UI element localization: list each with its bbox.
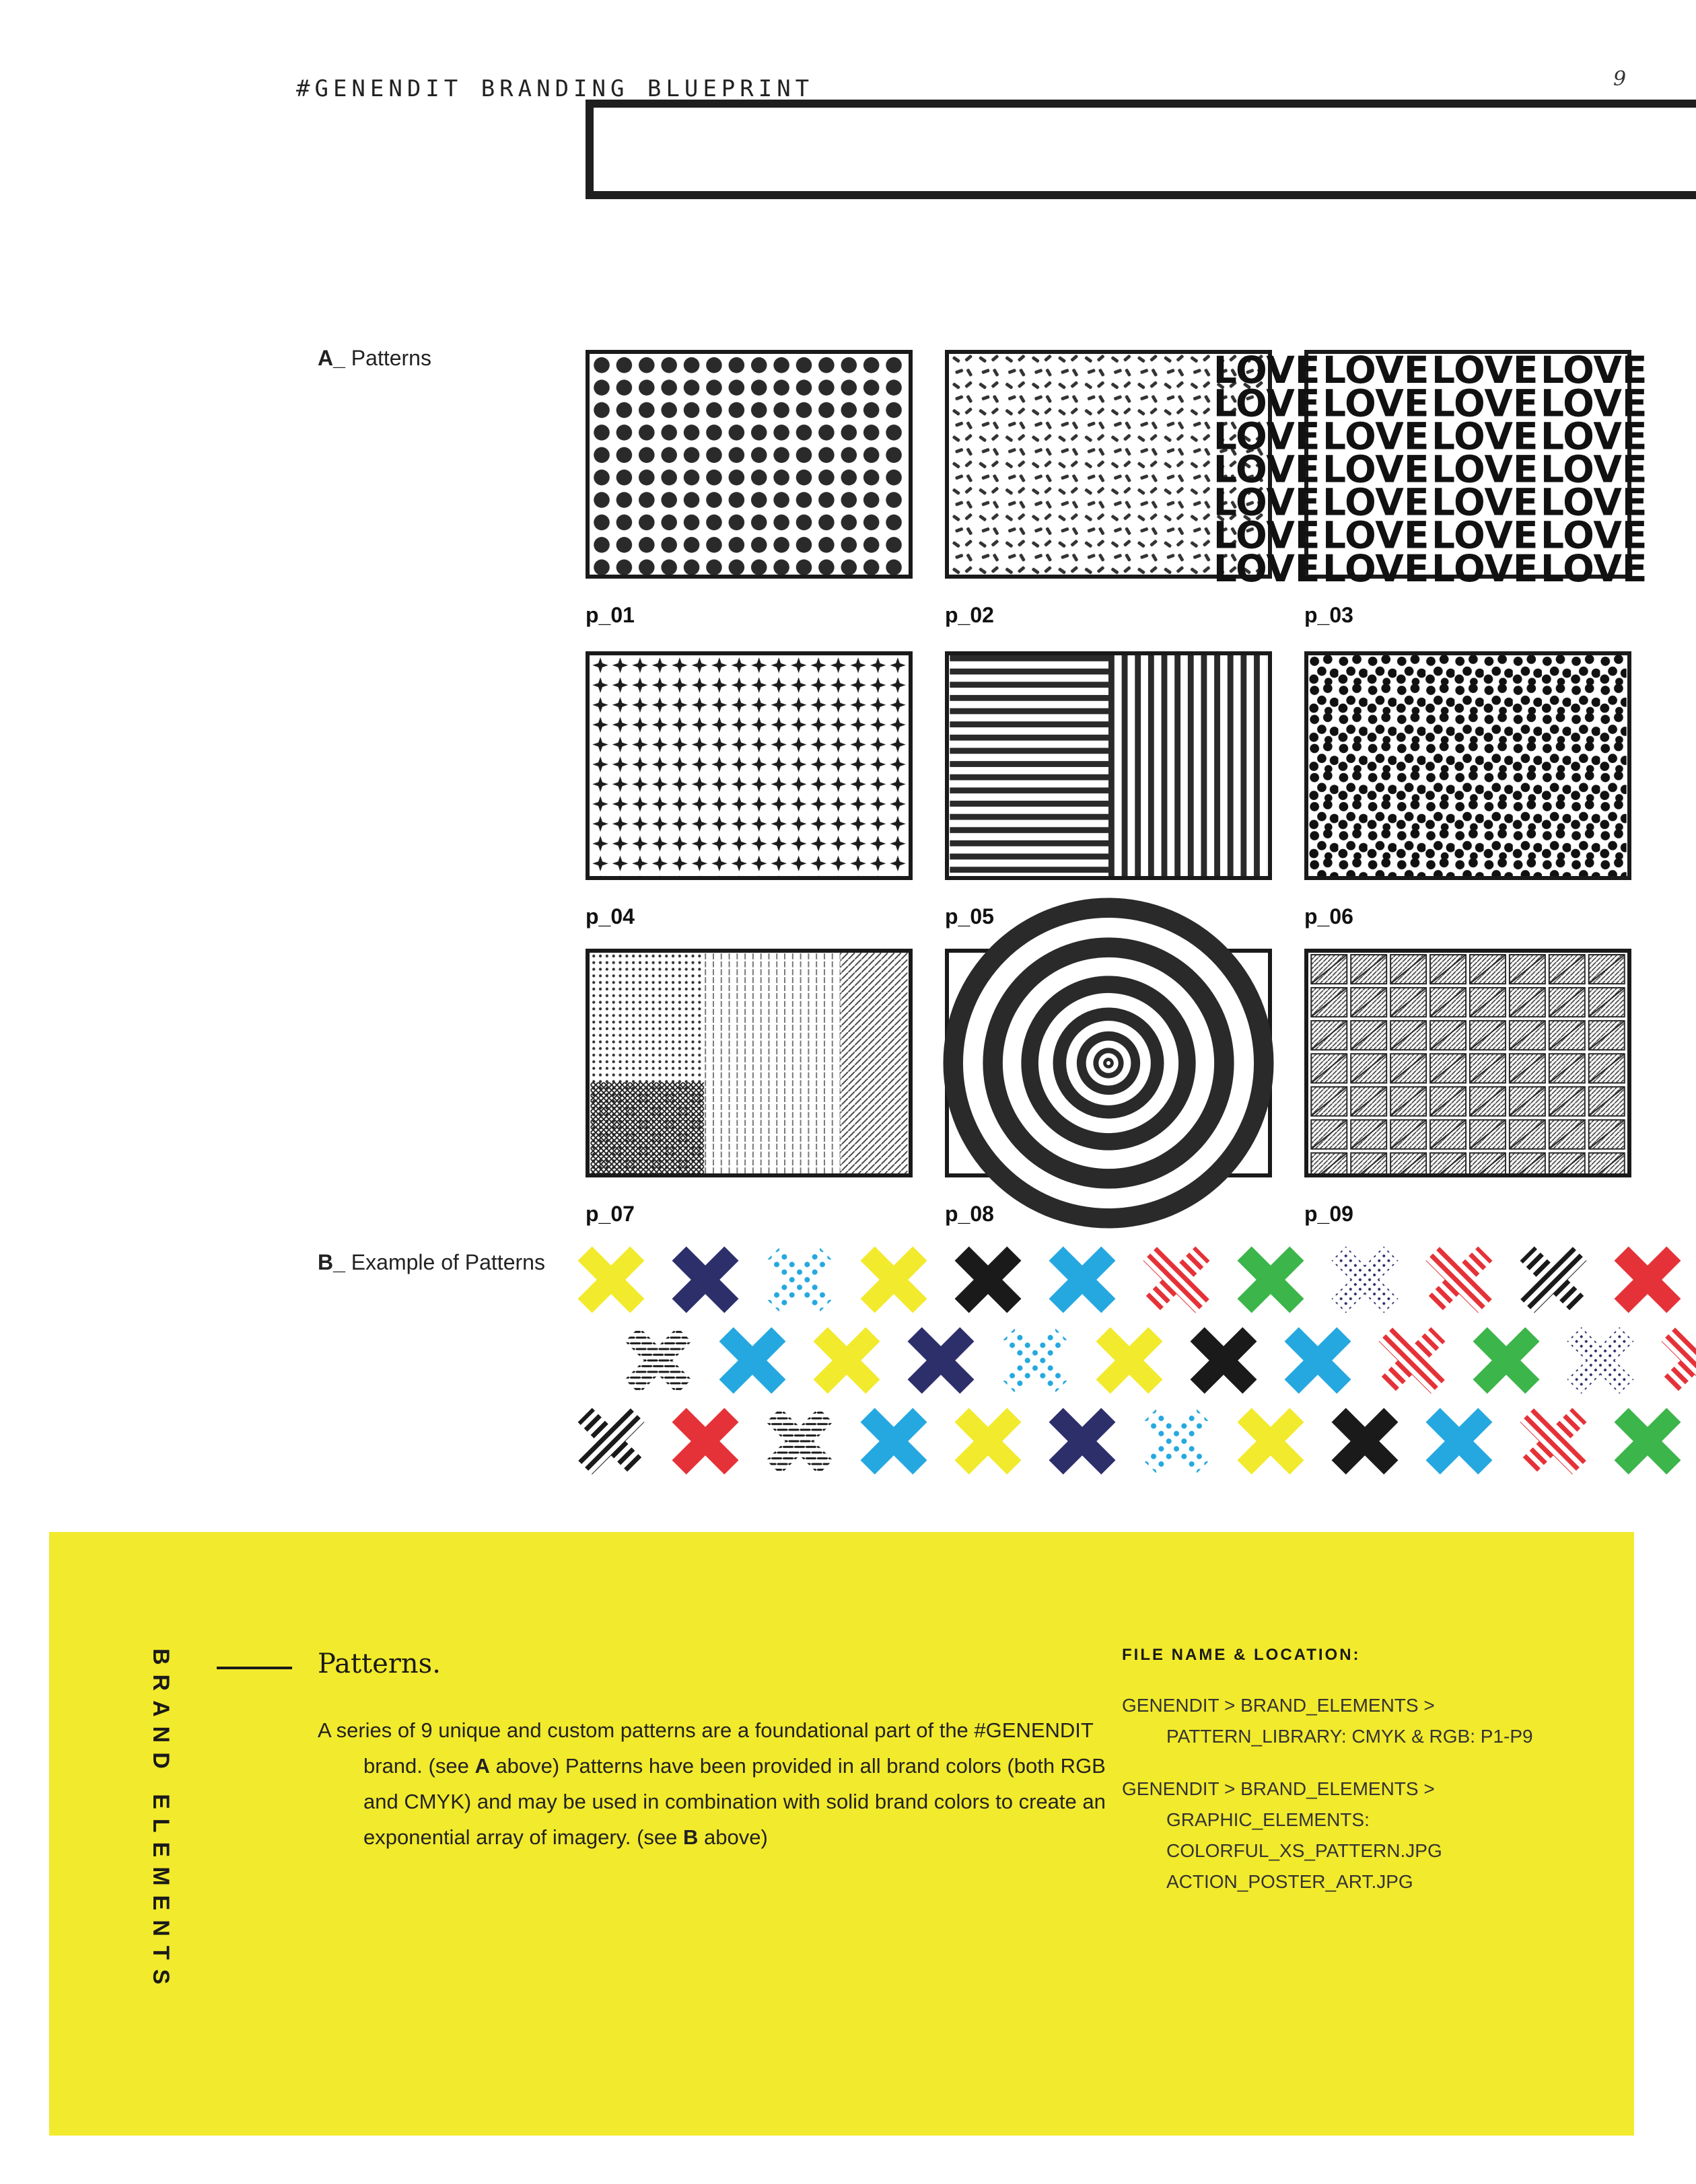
pattern-caption-p04: p_04 xyxy=(586,904,635,929)
love-word: LOVE xyxy=(1213,447,1320,491)
love-word: LOVE xyxy=(1322,447,1429,491)
love-word: LOVE xyxy=(1213,349,1320,392)
love-word: LOVE xyxy=(1431,414,1539,458)
pattern-caption-p05: p_05 xyxy=(945,904,994,929)
pattern-tile-p01 xyxy=(586,350,913,579)
pattern-tile-p06 xyxy=(1304,651,1631,880)
file-item: GRAPHIC_ELEMENTS: xyxy=(1166,1809,1370,1830)
love-pattern xyxy=(1213,349,1648,590)
love-word: LOVE xyxy=(1431,546,1539,590)
file-location-2 xyxy=(1122,1774,1442,1897)
panel-description xyxy=(318,1712,1131,1855)
ref-b: B xyxy=(683,1825,699,1849)
love-word: LOVE xyxy=(1541,414,1648,458)
love-word: LOVE xyxy=(1541,546,1648,590)
ref-a: A xyxy=(474,1754,490,1778)
file-path: GENENDIT > BRAND_ELEMENTS > xyxy=(1122,1778,1435,1799)
stars-pattern xyxy=(590,655,909,876)
section-b-marker: B_ xyxy=(318,1250,345,1274)
love-word: LOVE xyxy=(1322,480,1429,524)
section-a-marker: A_ xyxy=(318,346,345,370)
file-item: PATTERN_LIBRARY: CMYK & RGB: P1-P9 xyxy=(1166,1726,1533,1747)
section-b-label xyxy=(318,1250,545,1275)
pattern-caption-p01: p_01 xyxy=(586,603,635,627)
pattern-tile-p04 xyxy=(586,651,913,880)
pattern-caption-p09: p_09 xyxy=(1304,1202,1353,1226)
love-word: LOVE xyxy=(1541,480,1648,524)
description-part-3: above) xyxy=(698,1825,768,1849)
description-part-2: above) Patterns have been provided in all brand colors (both RGB and CMYK) and may be used in combination with solid brand colors to create an exponential array of imagery. (see xyxy=(363,1754,1106,1849)
love-word: LOVE xyxy=(1213,381,1320,425)
pattern-example-banner xyxy=(584,1253,1634,1475)
love-word: LOVE xyxy=(1322,381,1429,425)
pattern-tile-p05 xyxy=(945,651,1272,880)
pattern-caption-p02: p_02 xyxy=(945,603,994,627)
title-rule xyxy=(217,1667,292,1669)
file-item: ACTION_POSTER_ART.JPG xyxy=(1166,1871,1413,1892)
stripes-pattern xyxy=(949,655,1268,876)
love-word: LOVE xyxy=(1541,447,1648,491)
love-word: LOVE xyxy=(1322,349,1429,392)
pattern-tile-p08 xyxy=(945,949,1272,1177)
love-word: LOVE xyxy=(1213,414,1320,458)
file-path: GENENDIT > BRAND_ELEMENTS > xyxy=(1122,1695,1435,1716)
pattern-tile-p07 xyxy=(586,949,913,1177)
love-word: LOVE xyxy=(1213,546,1320,590)
love-word: LOVE xyxy=(1541,513,1648,557)
love-word: LOVE xyxy=(1322,546,1429,590)
section-a-text: Patterns xyxy=(351,346,431,370)
pattern-caption-p06: p_06 xyxy=(1304,904,1353,929)
halftone-pattern xyxy=(590,953,909,1173)
description-part-1: A series of 9 unique and custom patterns are a foundational part of the #GENENDIT brand. (see xyxy=(318,1718,1094,1778)
brand-elements-side-label: BRAND ELEMENTS xyxy=(148,1648,174,1994)
dots-pattern xyxy=(590,354,909,575)
header-frame xyxy=(586,100,1696,199)
file-item: COLORFUL_XS_PATTERN.JPG xyxy=(1166,1840,1442,1861)
love-word: LOVE xyxy=(1431,447,1539,491)
love-word: LOVE xyxy=(1541,381,1648,425)
section-b-text: Example of Patterns xyxy=(351,1250,545,1274)
love-word: LOVE xyxy=(1213,513,1320,557)
pattern-tile-p03 xyxy=(1213,349,1648,590)
panel-title: Patterns. xyxy=(318,1648,441,1679)
pattern-tile-p09 xyxy=(1304,949,1631,1177)
love-word: LOVE xyxy=(1541,349,1648,392)
section-a-label xyxy=(318,346,431,371)
file-location-label: FILE NAME & LOCATION: xyxy=(1122,1646,1361,1664)
love-word: LOVE xyxy=(1322,414,1429,458)
love-word: LOVE xyxy=(1431,349,1539,392)
love-word: LOVE xyxy=(1213,480,1320,524)
pattern-caption-p08: p_08 xyxy=(945,1202,994,1226)
pattern-caption-p07: p_07 xyxy=(586,1202,635,1226)
hatch-boxes-pattern xyxy=(1308,953,1627,1173)
love-word: LOVE xyxy=(1431,513,1539,557)
colorful-xs-pattern xyxy=(584,1253,1634,1475)
scatter-dots-pattern xyxy=(1308,655,1627,876)
document-title: #GENENDIT BRANDING BLUEPRINT xyxy=(296,75,814,102)
love-word: LOVE xyxy=(1431,480,1539,524)
file-location-1 xyxy=(1122,1690,1533,1752)
pattern-caption-p03: p_03 xyxy=(1304,603,1353,627)
rings-pattern xyxy=(949,953,1268,1173)
page-number: 9 xyxy=(1613,67,1627,91)
love-word: LOVE xyxy=(1322,513,1429,557)
love-word: LOVE xyxy=(1431,381,1539,425)
